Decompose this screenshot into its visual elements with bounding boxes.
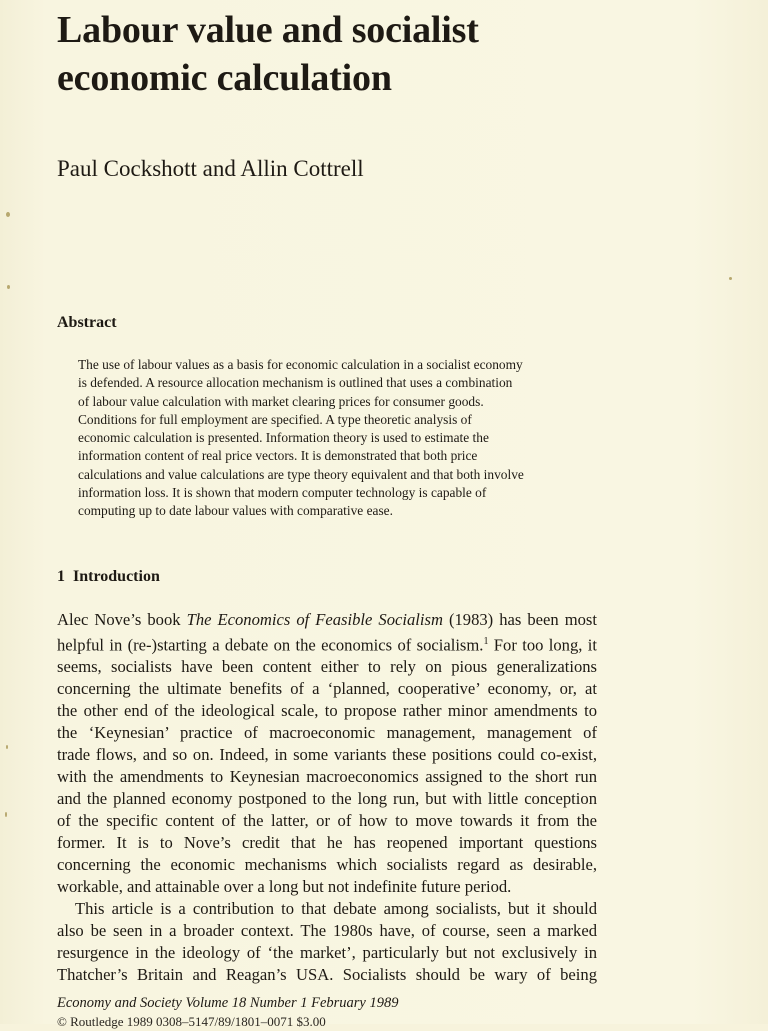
body-line — [57, 678, 597, 700]
footnote-marker: 1 — [483, 635, 489, 647]
body-line — [57, 920, 597, 942]
body-line — [57, 832, 597, 854]
body-line — [57, 656, 597, 678]
body-text: concerning the ultimate benefits of a ‘planned, cooperative’ economy, or, at — [57, 679, 597, 699]
body-line — [57, 631, 597, 656]
body-line — [57, 766, 597, 788]
body-text: and the planned economy postponed to the long run, but with little conception — [57, 789, 597, 809]
body-text: the other end of the ideological scale, to propose rather minor amendments to — [57, 701, 597, 721]
section-heading-introduction — [57, 567, 160, 587]
abstract-line: economic calculation is presented. Information theory is used to estimate the — [78, 430, 489, 446]
body-line — [57, 700, 597, 722]
article-authors: Paul Cockshott and Allin Cottrell — [57, 156, 364, 181]
body-text: concerning the economic mechanisms which socialists regard as desirable, — [57, 855, 597, 875]
body-text: (1983) has been most — [442, 610, 597, 629]
body-line — [57, 876, 597, 898]
article-title-line-2: economic calculation — [57, 57, 392, 99]
body-line — [57, 722, 597, 744]
journal-citation: Economy and Society Volume 18 Number 1 February 1989 — [57, 995, 399, 1011]
body-line — [57, 854, 597, 876]
section-number: 1 — [57, 568, 65, 585]
abstract-body — [78, 356, 598, 521]
article-title-line-1: Labour value and socialist — [57, 9, 479, 51]
abstract-line: information loss. It is shown that modern computer technology is capable of — [78, 485, 487, 501]
abstract-line: Conditions for full employment are specified. A type theoretic analysis of — [78, 411, 472, 427]
abstract-line: computing up to date labour values with comparative ease. — [78, 503, 393, 519]
abstract-line: of labour value calculation with market clearing prices for consumer goods. — [78, 393, 484, 409]
body-text: helpful in (re-)starting a debate on the economics of socialism. — [57, 635, 484, 655]
body-text: also be seen in a broader context. The 1980s have, of course, seen a marked — [57, 920, 597, 940]
abstract-line: information content of real price vectors. It is demonstrated that both price — [78, 448, 478, 464]
body-text: Alec Nove’s book — [57, 610, 187, 629]
body-text: Thatcher’s Britain and Reagan’s USA. Socialists should be wary of being — [57, 964, 597, 984]
body-text: former. It is to Nove’s credit that he has reopened important questions — [57, 833, 597, 853]
body-text: of the specific content of the latter, or of how to move towards it from the — [57, 811, 597, 831]
body-line — [57, 744, 597, 766]
body-line — [57, 788, 597, 810]
abstract-line: is defended. A resource allocation mechanism is outlined that uses a combination — [78, 375, 513, 391]
abstract-heading: Abstract — [57, 314, 117, 331]
section-title: Introduction — [73, 568, 160, 585]
body-text: seems, socialists have been content either to rely on pious generalizations — [57, 657, 597, 677]
body-text: workable, and attainable over a long but not indefinite future period. — [57, 876, 512, 896]
book-title: The Economics of Feasible Socialism — [186, 610, 443, 629]
body-line — [57, 810, 597, 832]
article-title — [57, 6, 697, 102]
abstract-line: calculations and value calculations are type theory equivalent and that both involve — [78, 466, 524, 482]
body-text: with the amendments to Keynesian macroeconomics assigned to the short run — [57, 767, 597, 787]
body-text: For too long, it — [488, 635, 597, 655]
body-line — [57, 964, 597, 986]
body-text: This article is a contribution to that debate among socialists, but it should — [75, 898, 597, 918]
body-text: the ‘Keynesian’ practice of macroeconomic management, management of — [57, 723, 597, 743]
body-line — [57, 942, 597, 964]
abstract-line: The use of labour values as a basis for economic calculation in a socialist economy — [78, 357, 523, 372]
body-line — [57, 898, 597, 920]
copyright-line: © Routledge 1989 0308–5147/89/1801–0071 $3.00 — [57, 1014, 326, 1029]
body-text: trade flows, and so on. Indeed, in some variants these positions could co-exist, — [57, 745, 597, 765]
body-text: resurgence in the ideology of ‘the market’, particularly but not exclusively in — [57, 942, 597, 962]
introduction-body — [57, 609, 597, 986]
body-line — [57, 609, 597, 631]
